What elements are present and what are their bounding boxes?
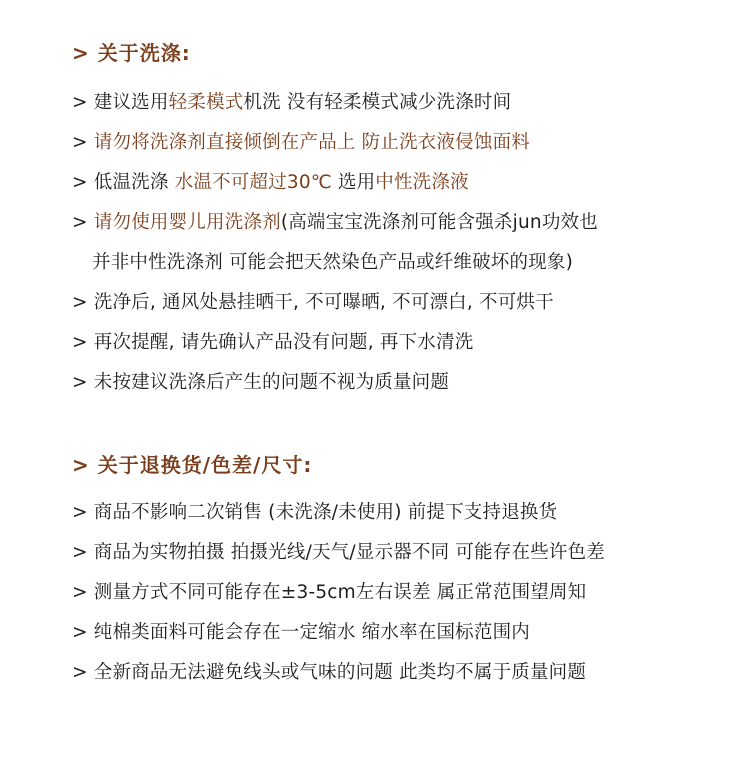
highlighted-text: 中性洗涤液 (375, 172, 469, 193)
returns-line-2 (72, 540, 740, 580)
line-text: > (72, 132, 94, 153)
highlighted-text: 请勿将洗涤剂直接倾倒在产品上 防止洗衣液侵蚀面料 (93, 132, 530, 153)
line-text: > 纯棉类面料可能会存在一定缩水 缩水率在国标范围内 (72, 622, 530, 643)
line-text: > 洗净后, 通风处悬挂晒干, 不可曝晒, 不可漂白, 不可烘干 (72, 292, 554, 313)
wash-line-3 (72, 170, 740, 210)
highlighted-text: 轻柔模式 (168, 92, 244, 113)
line-text: > 低温洗涤 (72, 172, 175, 193)
returns-line-1 (72, 500, 740, 540)
wash-line-8 (72, 370, 740, 410)
line-text: > 再次提醒, 请先确认产品没有问题, 再下水清洗 (72, 332, 474, 353)
line-text: 并非中性洗涤剂 可能会把天然染色产品或纤维破坏的现象) (92, 252, 574, 273)
line-text: > (72, 212, 94, 233)
wash-instructions-list (72, 90, 740, 410)
wash-line-2 (72, 130, 740, 170)
returns-section-header (72, 451, 730, 479)
line-text: > 建议选用 (72, 92, 169, 113)
returns-section-title: > 关于退换货/色差/尺寸: (72, 453, 313, 477)
line-text: > 未按建议洗涤后产生的问题不视为质量问题 (72, 372, 450, 393)
line-text: 选用 (331, 172, 376, 193)
returns-line-3 (72, 580, 740, 620)
line-text: > 商品不影响二次销售 (未洗涤/未使用) 前提下支持退换货 (72, 502, 558, 523)
highlighted-text: 水温不可超过30℃ (174, 172, 332, 193)
returns-line-5 (72, 660, 740, 700)
wash-line-4 (72, 210, 740, 250)
wash-line-7 (72, 330, 740, 370)
returns-policy-list (72, 500, 740, 700)
line-text: > 全新商品无法避免线头或气味的问题 此类均不属于质量问题 (72, 662, 587, 683)
wash-line-5 (72, 250, 740, 290)
line-text: > 测量方式不同可能存在±3-5cm左右误差 属正常范围望周知 (72, 582, 587, 603)
line-text: (高端宝宝洗涤剂可能含强杀jun功效也 (280, 212, 598, 233)
wash-section-title: > 关于洗涤: (72, 41, 191, 65)
highlighted-text: 请勿使用婴儿用洗涤剂 (93, 212, 281, 233)
wash-line-1 (72, 90, 740, 130)
wash-section-header (72, 39, 730, 67)
wash-line-6 (72, 290, 740, 330)
line-text: > 商品为实物拍摄 拍摄光线/天气/显示器不同 可能存在些许色差 (72, 542, 606, 563)
returns-line-4 (72, 620, 740, 660)
line-text: 机洗 没有轻柔模式减少洗涤时间 (243, 92, 512, 113)
